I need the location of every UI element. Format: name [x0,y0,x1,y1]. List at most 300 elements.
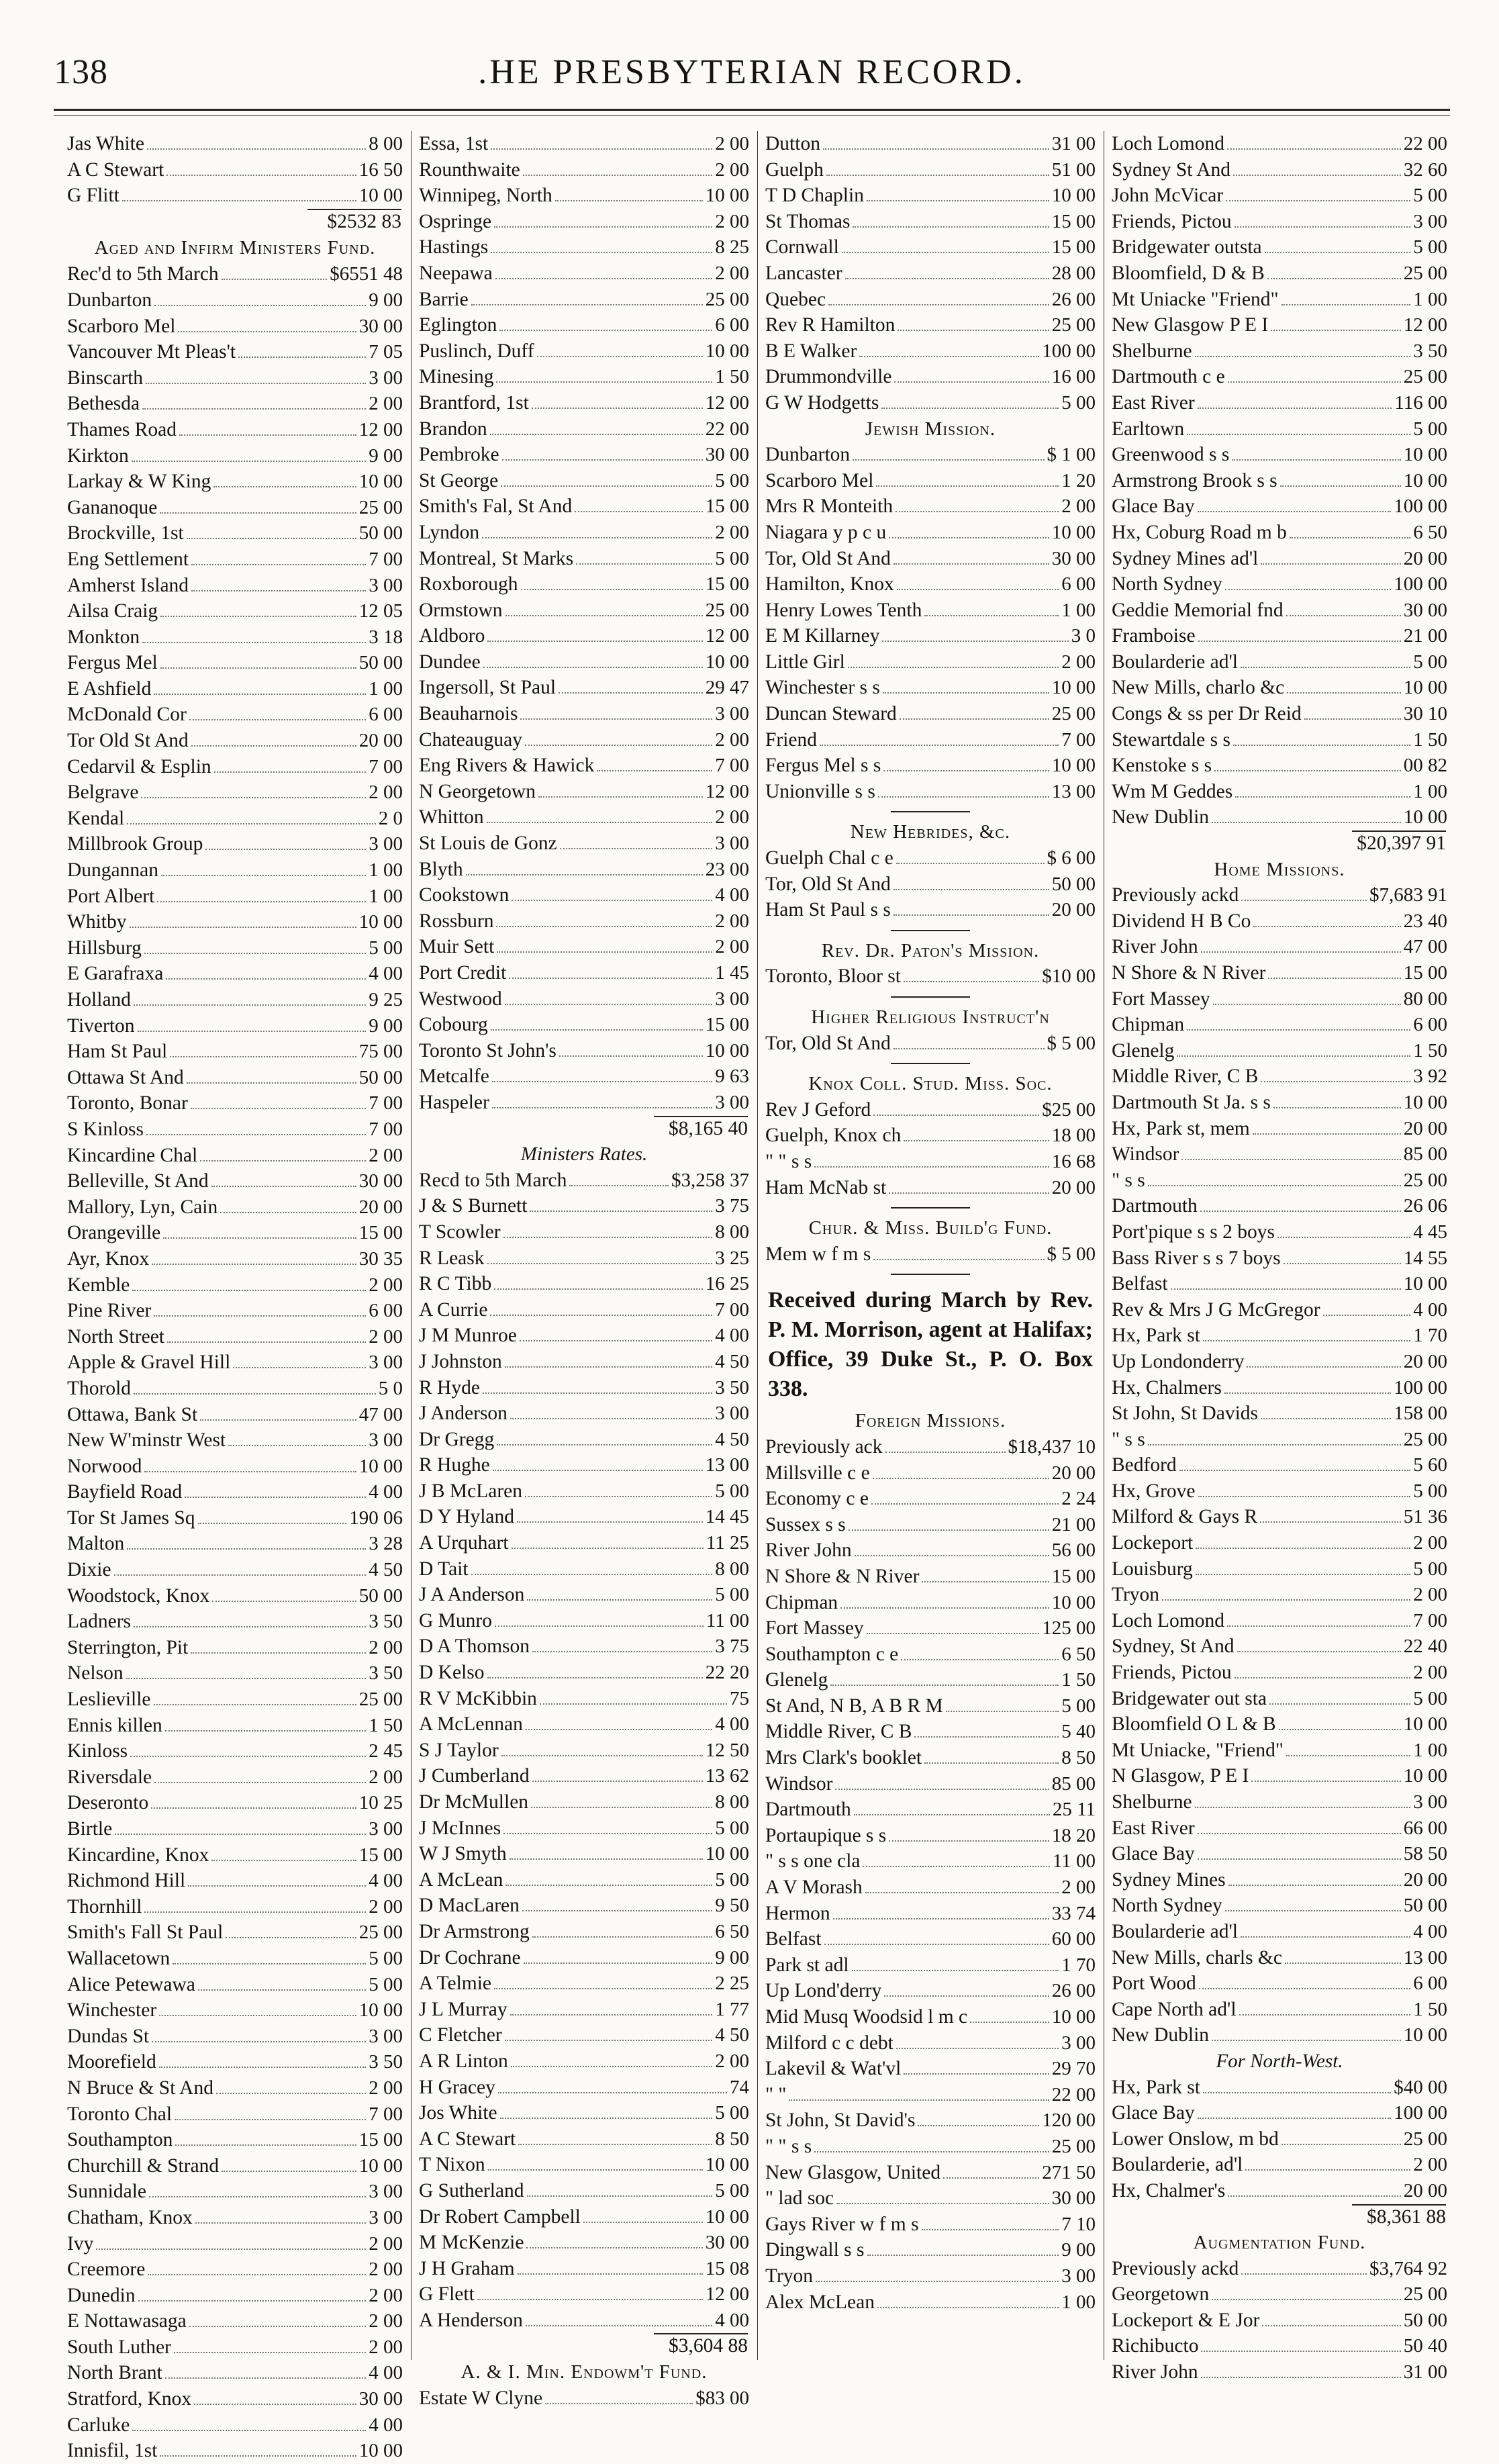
dot-leader [1290,537,1410,538]
ledger-entry [67,728,403,754]
entry-amount: 1 00 [369,885,403,907]
dot-leader [823,148,1049,150]
dot-leader [178,331,356,332]
ledger-entry [67,1013,403,1039]
ledger-entry [67,2179,403,2205]
ledger-entry [765,1031,1096,1057]
dot-leader [1227,1625,1410,1627]
entry-name: Port Credit [419,962,507,984]
entry-name: M McKenzie [419,2232,524,2254]
entry-name: E Garafraxa [67,963,164,985]
entry-amount: 5 00 [1413,1558,1447,1580]
entry-amount: 3 00 [1061,2032,1096,2054]
entry-name: A R Linton [419,2050,508,2072]
ledger-entry [765,701,1096,727]
ledger-entry [765,260,1096,287]
entry-amount: 16 00 [1051,366,1096,388]
entry-amount: 4 00 [369,1870,403,1892]
ledger-entry [765,1745,1096,1771]
dot-leader [897,589,1059,590]
dot-leader [560,848,713,849]
entry-name: Boularderie ad'l [1112,1920,1238,1942]
entry-amount: 16 25 [705,1273,749,1295]
ledger-entry [67,598,403,624]
entry-name: " s s [1112,1428,1145,1450]
entry-name: Port'pique s s 2 boys [1112,1221,1275,1243]
ledger-entry [67,2334,403,2361]
entry-amount: 30 00 [705,444,749,466]
section-total [1112,831,1447,857]
entry-name: South Luther [67,2336,171,2358]
entry-name: Bethesda [67,393,140,415]
entry-name: Ham St Paul s s [765,899,891,921]
entry-amount: 22 00 [705,418,749,440]
dot-leader [495,1625,704,1627]
entry-amount: 2 00 [715,521,749,543]
entry-name: Essa, 1st [419,133,489,154]
ledger-entry [1112,882,1447,908]
entry-amount: 2 00 [369,393,403,415]
ledger-entry [419,1427,749,1453]
entry-name: New Mills, charls &c [1112,1946,1282,1969]
total-amount: $2532 83 [307,209,401,233]
entry-amount: 30 00 [705,2232,749,2254]
ledger-entry [419,2230,749,2256]
ledger-entry [765,390,1096,416]
entry-amount: 3 25 [715,1247,749,1269]
dot-leader [510,1418,712,1419]
dot-leader [882,641,1068,642]
entry-amount: $3,258 37 [671,1169,749,1191]
entry-name: Whitton [419,806,484,828]
ledger-entry [765,2212,1096,2238]
dot-leader [1282,304,1411,305]
ledger-entry [419,1401,749,1427]
dot-leader [1239,2014,1411,2016]
ledger-entry [1112,960,1447,986]
entry-amount: 50 00 [358,652,403,674]
entry-amount: 10 00 [1403,1273,1447,1295]
dot-leader [904,1140,1049,1141]
entry-name: Dingwall s s [765,2239,865,2261]
entry-name: Pembroke [419,444,499,466]
ledger-entry [765,727,1096,753]
dot-leader [532,1651,712,1652]
entry-amount: 2 00 [715,910,749,932]
entry-amount: 158 00 [1394,1403,1447,1425]
ledger-entry [419,2308,749,2334]
dot-leader [152,2041,366,2042]
dot-leader [216,2093,366,2094]
entry-name: Stewartdale s s [1112,728,1230,751]
dot-leader [198,1989,366,1991]
entry-amount: 10 25 [358,1792,403,1814]
entry-amount: 120 00 [1042,2110,1096,2132]
ledger-entry [67,1790,403,1816]
entry-name: Dr Armstrong [419,1920,530,1942]
ledger-entry [67,183,403,209]
entry-amount: 31 00 [1403,2361,1447,2383]
dot-leader [1212,822,1401,823]
dot-leader [505,2040,713,2041]
entry-amount: 2 24 [1061,1488,1096,1510]
dot-leader [1225,1910,1401,1911]
entry-amount: 3 00 [1061,2265,1096,2287]
ledger-entry [67,1868,403,1894]
entry-amount: 23 40 [1403,910,1447,932]
dot-leader [1198,1833,1401,1834]
entry-amount: 1 00 [1413,1739,1447,1761]
dot-leader [1224,1392,1391,1394]
entry-name: North Sydney [1112,573,1222,596]
ledger-entry [765,287,1096,313]
dot-leader [1241,2273,1367,2275]
ledger-entry [67,650,403,676]
entry-amount: 20 00 [1403,1868,1447,1891]
entry-amount: 10 00 [1051,1591,1096,1613]
entry-amount: 2 00 [1413,1662,1447,1684]
dot-leader [510,1858,703,1860]
ledger-entry [67,1298,403,1324]
ledger-entry [765,157,1096,183]
entry-name: McDonald Cor [67,704,187,726]
entry-name: Portaupique s s [765,1824,887,1846]
ledger-entry [419,908,749,935]
ledger-entry [67,1920,403,1946]
ledger-entry [419,2152,749,2178]
ledger-entry [419,1789,749,1815]
dot-leader [146,1134,366,1135]
entry-amount: 33 74 [1051,1902,1096,1924]
entry-name: Economy c e [765,1488,869,1510]
dot-leader [1241,667,1410,668]
entry-name: A Urquhart [419,1532,509,1554]
ledger-entry [765,1693,1096,1719]
entry-name: Up Lond'derry [765,1980,882,2002]
ledger-entry [765,2107,1096,2134]
dot-leader [1177,1055,1410,1057]
ledger-entry [419,1012,749,1038]
ledger-entry [419,546,749,572]
entry-amount: $3,764 92 [1369,2257,1447,2279]
dot-leader [502,459,703,461]
entry-amount: 2 00 [1413,2154,1447,2176]
entry-name: Nelson [67,1662,124,1685]
entry-amount: 7 00 [1413,1609,1447,1631]
entry-name: " " [765,2083,787,2105]
entry-amount: 25 00 [1051,314,1096,336]
entry-name: Puslinch, Duff [419,340,534,362]
dot-leader [789,2099,1049,2101]
dot-leader [820,745,1059,746]
ledger-entry [1112,1427,1447,1453]
dot-leader [159,2067,367,2068]
dot-leader [532,408,703,409]
entry-amount: 15 00 [1051,236,1096,258]
ledger-entry [1112,1375,1447,1401]
ledger-entry [67,261,403,287]
ledger-entry [67,1635,403,1661]
entry-name: New Dublin [1112,2024,1210,2046]
ledger-entry [765,1926,1096,1952]
ledger-entry [1112,2152,1447,2178]
dot-leader [885,1452,1006,1453]
entry-name: " lad soc [765,2187,834,2210]
section-separator [765,804,1096,819]
dot-leader [488,2169,703,2171]
dot-leader [889,1840,1049,1842]
dot-leader [896,511,1059,512]
dot-leader [1282,2144,1401,2145]
dot-leader [893,563,1049,565]
entry-name: Alice Petewawa [67,1973,195,1995]
entry-amount: 50 00 [358,522,403,544]
dot-leader [211,1186,356,1187]
entry-amount: 26 00 [1051,1980,1096,2002]
dot-leader [213,486,356,487]
entry-amount: 13 00 [705,1454,749,1476]
entry-amount: 15 00 [358,2129,403,2151]
ledger-entry [419,2256,749,2282]
ledger-entry [67,1246,403,1272]
entry-amount: 15 00 [358,1222,403,1244]
ledger-entry [765,2289,1096,2316]
entry-amount: 7 00 [369,2103,403,2125]
entry-name: D MacLaren [419,1895,520,1917]
entry-amount: 2 00 [369,2336,403,2358]
entry-name: Windsor [765,1772,833,1795]
entry-amount: 8 00 [369,133,403,154]
entry-name: North Sydney [1112,1895,1222,1917]
dot-leader [853,459,1044,461]
entry-amount: 10 00 [1403,1765,1447,1787]
ledger-entry [765,1771,1096,1797]
entry-name: Lyndon [419,521,480,543]
entry-amount: 12 05 [358,600,403,622]
entry-name: Wallacetown [67,1947,171,1969]
dot-leader [126,1678,367,1679]
dot-leader [122,200,356,201]
ledger-entry [1112,1919,1447,1945]
ledger-entry [765,546,1096,572]
dot-leader [1235,796,1410,798]
ledger-entry [765,1875,1096,1901]
entry-amount: 8 00 [715,1558,749,1580]
entry-amount: 2 00 [369,1895,403,1917]
entry-amount: 5 00 [369,1947,403,1969]
entry-name: North Street [67,1325,165,1347]
ledger-entry [1112,1660,1447,1686]
ledger-entry [1112,1116,1447,1142]
entry-amount: 4 00 [369,963,403,985]
entry-name: Eng Settlement [67,548,189,570]
ledger-entry [1112,1168,1447,1194]
entry-amount: 10 00 [1403,677,1447,699]
ledger-entry [1112,1997,1447,2023]
entry-name: Cookstown [419,884,510,906]
ledger-entry [419,2126,749,2152]
ledger-entry [419,131,749,157]
dot-leader [555,200,703,201]
dot-leader [878,796,1049,798]
entry-amount: 58 50 [1403,1843,1447,1865]
ledger-entry [67,1272,403,1298]
dot-leader [527,1599,712,1601]
entry-name: Rec'd to 5th March [67,263,219,285]
entry-name: Loch Lomond [1112,133,1224,154]
entry-name: C Fletcher [419,2024,502,2046]
ledger-entry [765,1123,1096,1149]
ledger-entry [1112,2256,1447,2282]
ledger-entry [67,547,403,573]
entry-name: J L Murray [419,1998,507,2020]
ledger-entry [419,1556,749,1582]
ledger-entry [67,961,403,987]
entry-name: Fort Massey [1112,988,1210,1010]
entry-name: Belleville, St And [67,1170,209,1192]
entry-name: Dunedin [67,2284,136,2306]
dot-leader [1226,200,1410,201]
entry-name: John McVicar [1112,185,1224,207]
ledger-entry [419,882,749,908]
ledger-entry [67,1454,403,1480]
total-amount: $3,604 88 [654,2333,748,2357]
entry-amount: 3 00 [715,1091,749,1113]
dot-leader [833,1918,1049,1920]
entry-amount: 7 00 [1061,728,1096,751]
entry-name: Kendal [67,807,125,829]
entry-name: East River [1112,1817,1195,1839]
ledger-entry [419,442,749,468]
entry-amount: 20 00 [1051,1462,1096,1484]
dot-leader [167,1341,366,1343]
entry-amount: 4 50 [715,2024,749,2046]
dot-leader [922,1581,1049,1582]
dot-leader [490,1315,712,1316]
ledger-entry [1112,1245,1447,1272]
column-4 [1112,131,1447,2383]
entry-amount: 3 18 [369,626,403,648]
entry-name: " " s s [765,1150,812,1172]
entry-name: Sunnidale [67,2181,146,2203]
entry-amount: 6 00 [1413,1973,1447,1995]
entry-name: Orangeville [67,1222,161,1244]
entry-name: Millsville c e [765,1462,870,1484]
entry-amount: $ 5 00 [1047,1032,1096,1054]
entry-name: Mt Uniacke, "Friend" [1112,1739,1284,1761]
dot-leader [127,1548,366,1550]
dot-leader [525,1496,712,1497]
ledger-entry [765,2263,1096,2289]
ledger-entry [1112,1271,1447,1297]
entry-amount: 3 00 [369,833,403,855]
ledger-entry [419,1815,749,1842]
ledger-entry [419,571,749,598]
entry-amount: 12 00 [705,391,749,414]
dot-leader [170,1056,356,1057]
entry-amount: 50 00 [1403,2309,1447,2331]
dot-leader [904,2073,1049,2075]
dot-leader [148,2274,366,2275]
ledger-entry [765,312,1096,338]
dot-leader [824,1944,1049,1945]
section-heading: A. & I. Min. Endowm't Fund. [461,2361,708,2383]
ledger-entry [765,871,1096,898]
entry-name: Thames Road [67,418,177,440]
entry-amount: 25 00 [1403,1169,1447,1191]
entry-name: Sydney Mines ad'l [1112,547,1259,569]
entry-name: Scarboro Mel [67,315,176,337]
ledger-entry [1112,701,1447,727]
entry-amount: 28 00 [1051,262,1096,284]
ledger-entry [1112,1297,1447,1323]
dot-leader [1235,226,1411,228]
dot-leader [517,1521,703,1523]
entry-name: Thornhill [67,1895,142,1917]
dot-leader [487,1263,713,1264]
entry-name: Port Wood [1112,1973,1196,1995]
ledger-entry [419,675,749,701]
entry-name: Henry Lowes Tenth [765,599,922,621]
dot-leader [1198,2118,1392,2119]
entry-name: Mallory, Lyn, Cain [67,1196,218,1218]
entry-amount: 10 00 [705,2206,749,2228]
entry-name: New Glasgow, United [765,2161,941,2183]
entry-amount: 9 00 [369,444,403,467]
ledger-entry [765,598,1096,624]
column-1 [67,131,403,2462]
ledger-entry [419,2022,749,2048]
dot-leader [505,1885,712,1886]
ledger-entry [67,1531,403,1557]
entry-amount: 1 50 [1413,1039,1447,1061]
entry-amount: 5 00 [715,1817,749,1839]
dot-leader [845,278,1049,279]
entry-amount: 2 00 [1413,1532,1447,1554]
ledger-entry [67,443,403,469]
ledger-entry [67,391,403,417]
entry-name: Minesing [419,366,494,388]
entry-name: St Louis de Gonz [419,833,557,855]
ledger-entry [1112,1841,1447,1867]
entry-name: Tor, Old St And [765,547,891,569]
ledger-entry [1112,1478,1447,1505]
entry-amount: 3 00 [369,1429,403,1452]
entry-name: Previously ackd [1112,884,1239,906]
entry-amount: 20 00 [358,730,403,752]
dot-leader [1287,692,1401,694]
ledger-entry [67,1738,403,1764]
ledger-entry [67,1324,403,1350]
dot-leader [160,512,356,514]
ledger-entry [67,2127,403,2153]
entry-amount: 25 00 [1403,366,1447,388]
ledger-entry [419,1997,749,2023]
dot-leader [144,1471,356,1472]
entry-amount: 3 00 [369,1352,403,1374]
entry-amount: 15 00 [705,1014,749,1036]
dot-leader [487,641,702,642]
dot-leader [946,1711,1059,1712]
entry-name: W J Smyth [419,1843,507,1865]
ledger-entry [67,857,403,884]
ledger-entry [1112,1012,1447,1038]
dot-leader [160,616,356,617]
entry-amount: 12 00 [705,780,749,802]
ledger-entry [67,754,403,780]
ledger-entry [67,831,403,857]
ledger-entry [67,987,403,1013]
